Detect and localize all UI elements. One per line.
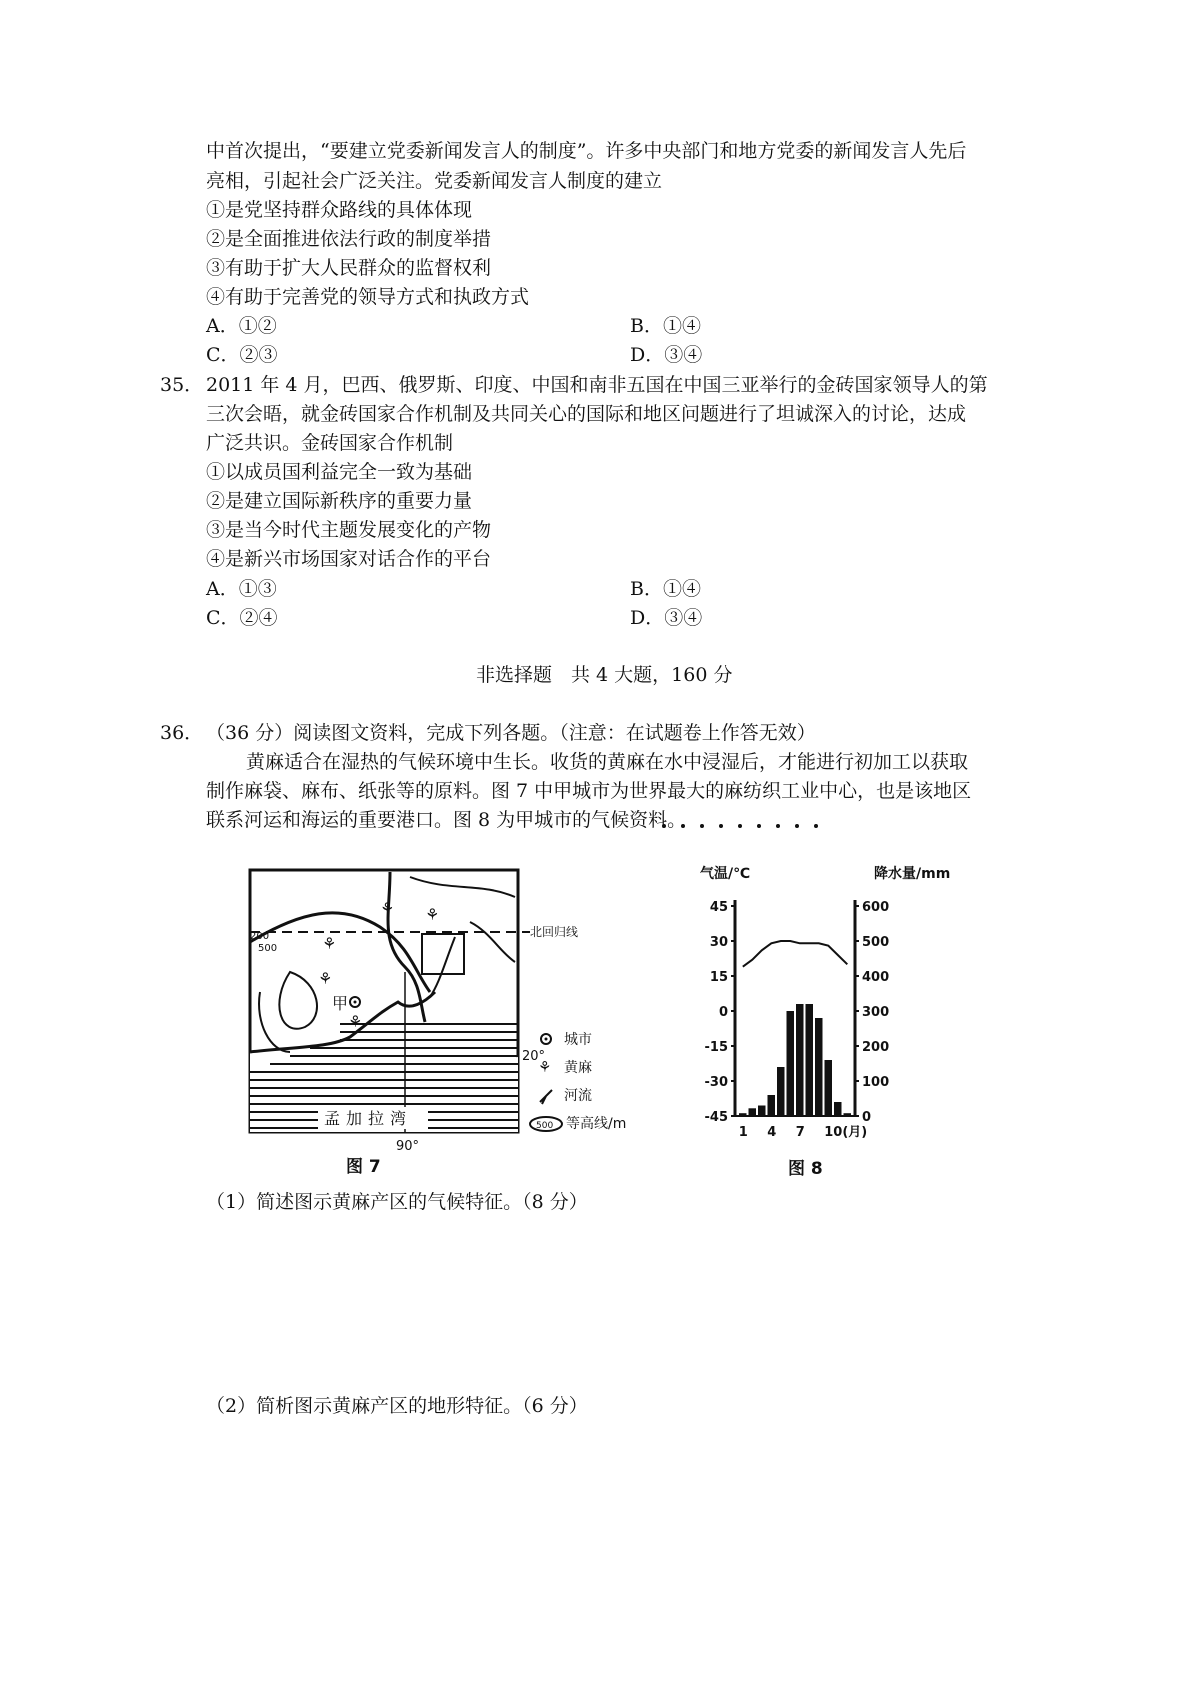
q34-item-2: ②是全面推进依法行政的制度举措 (206, 228, 492, 250)
q34-item-3: ③有助于扩大人民群众的监督权利 (206, 257, 492, 279)
right-tick-label: 0 (862, 1110, 872, 1125)
q34-option-b: B．①④ (630, 315, 701, 337)
q35-number: 35． (160, 374, 204, 396)
map-legend (530, 1032, 626, 1132)
precipitation-bar (758, 1106, 766, 1117)
left-tick-label: 15 (709, 970, 728, 985)
left-tick-label: -15 (704, 1040, 728, 1055)
q34-item-4: ④有助于完善党的领导方式和执政方式 (206, 286, 530, 308)
q35-option-c: C．②④ (206, 607, 278, 629)
x-axis-ticks (739, 1125, 867, 1140)
left-tick-label: 45 (709, 900, 728, 915)
right-tick-label: 500 (862, 935, 890, 950)
emphasis-dots (662, 813, 882, 819)
q35-item-1: ①以成员国利益完全一致为基础 (206, 461, 473, 483)
section-title: 非选择题 共 4 大题，160 分 (476, 664, 733, 686)
x-tick-label: 10(月) (824, 1125, 868, 1140)
temperature-line (743, 941, 848, 967)
tropic-of-cancer-label: 北回归线 (530, 925, 579, 939)
q36-para-line-1: 黄麻适合在湿热的气候环境中生长。收货的黄麻在水中浸湿后，才能进行初加工以获取 (246, 751, 969, 773)
right-tick-label: 300 (862, 1005, 890, 1020)
city-label-jia: 甲 (332, 994, 349, 1013)
precipitation-bar (739, 1113, 747, 1116)
legend-river-label: 河流 (564, 1088, 592, 1104)
q36-intro-b: ） (796, 722, 816, 744)
q34-option-c: C．②③ (206, 344, 278, 366)
precipitation-bar (844, 1113, 852, 1116)
q36-intro-emphasis: 在试题卷上作答无效 (625, 722, 797, 744)
q35-option-a: A．①③ (206, 578, 277, 600)
bay-label: 孟加拉湾 (324, 1109, 413, 1128)
jute-icon: ⚘ (322, 934, 337, 953)
jute-icon: ⚘ (380, 899, 395, 918)
left-axis-label: 气温/℃ (700, 866, 751, 882)
precipitation-bar (815, 1018, 823, 1116)
q36-para-line-2: 制作麻袋、麻布、纸张等的原料。图 7 中甲城市为世界最大的麻纺织工业中心，也是该地区 (206, 780, 972, 802)
q35-item-3: ③是当今时代主题发展变化的产物 (206, 519, 492, 541)
q35-item-2: ②是建立国际新秩序的重要力量 (206, 490, 473, 512)
left-tick-label: -30 (704, 1075, 728, 1090)
climate-chart-figure-8 (700, 860, 970, 1190)
left-tick-label: -45 (704, 1110, 728, 1125)
x-tick-label: 1 (738, 1125, 748, 1140)
precipitation-bar (806, 1004, 814, 1116)
jute-icon: ⚘ (348, 1012, 363, 1031)
precipitation-bar (796, 1004, 804, 1116)
precipitation-bar (768, 1095, 776, 1116)
right-tick-label: 200 (862, 1040, 890, 1055)
right-axis-label: 降水量/mm (874, 866, 951, 882)
q35-item-4: ④是新兴市场国家对话合作的平台 (206, 548, 492, 570)
jute-icon: ⚘ (538, 1058, 552, 1076)
q36-para-line-3: 联系河运和海运的重要港口。图 8 为甲城市的气候资料。 (206, 809, 687, 831)
legend-contour-sample: 500 (536, 1121, 554, 1131)
right-tick-label: 100 (862, 1075, 890, 1090)
precipitation-bar (834, 1102, 842, 1116)
legend-jute-label: 黄麻 (564, 1060, 592, 1076)
q35-option-b: B．①④ (630, 578, 701, 600)
q36-number: 36． (160, 722, 204, 744)
q35-stem-line-2: 三次会晤，就金砖国家合作机制及共同关心的国际和地区问题进行了坦诚深入的讨论，达成 (206, 403, 967, 425)
left-tick-label: 0 (718, 1005, 728, 1020)
jute-icon: ⚘ (318, 969, 333, 988)
precipitation-bars (739, 1004, 851, 1116)
contour-200-label: 200 (250, 931, 270, 942)
river-icon (540, 1090, 552, 1104)
figure-7-caption: 图 7 (346, 1157, 381, 1177)
jute-icon: ⚘ (425, 905, 440, 924)
q34-option-d: D．③④ (630, 344, 703, 366)
right-axis-ticks (855, 900, 889, 1125)
q36-subquestion-1: （1）简述图示黄麻产区的气候特征。（8 分） (206, 1191, 588, 1213)
city-icon-dot (354, 1001, 357, 1004)
q35-stem-line-1: 2011 年 4 月，巴西、俄罗斯、印度、中国和南非五国在中国三亚举行的金砖国家领导人的第 (206, 374, 988, 396)
left-tick-label: 30 (709, 935, 728, 950)
x-tick-label: 4 (767, 1125, 777, 1140)
precipitation-bar (787, 1011, 795, 1116)
q34-stem-line-2: 亮相，引起社会广泛关注。党委新闻发言人制度的建立 (206, 170, 663, 192)
latitude-20-label: 20° (522, 1049, 546, 1064)
precipitation-bar (749, 1108, 757, 1116)
precipitation-bar (825, 1060, 833, 1116)
precipitation-bar (777, 1067, 785, 1116)
q35-stem-line-3: 广泛共识。金砖国家合作机制 (206, 432, 454, 454)
q36-subquestion-2: （2）简析图示黄麻产区的地形特征。（6 分） (206, 1395, 588, 1417)
meridian-90-label: 90° (396, 1139, 420, 1154)
legend-contour-label: 等高线/m (566, 1116, 627, 1132)
q34-item-1: ①是党坚持群众路线的具体体现 (206, 199, 473, 221)
right-tick-label: 600 (862, 900, 890, 915)
figure-8-caption: 图 8 (788, 1159, 823, 1179)
contour-500-label: 500 (258, 943, 278, 954)
q35-option-d: D．③④ (630, 607, 703, 629)
left-axis-ticks (705, 900, 736, 1125)
q36-intro-a: （36 分）阅读图文资料，完成下列各题。（注意： (206, 722, 626, 744)
right-tick-label: 400 (862, 970, 890, 985)
x-tick-label: 7 (795, 1125, 805, 1140)
q34-option-a: A．①② (206, 315, 277, 337)
map-figure-7 (230, 852, 695, 1182)
q34-stem-line-1: 中首次提出，“要建立党委新闻发言人的制度”。许多中央部门和地方党委的新闻发言人先后 (206, 140, 967, 162)
q36-intro (206, 720, 816, 746)
legend-city-label: 城市 (564, 1032, 592, 1048)
